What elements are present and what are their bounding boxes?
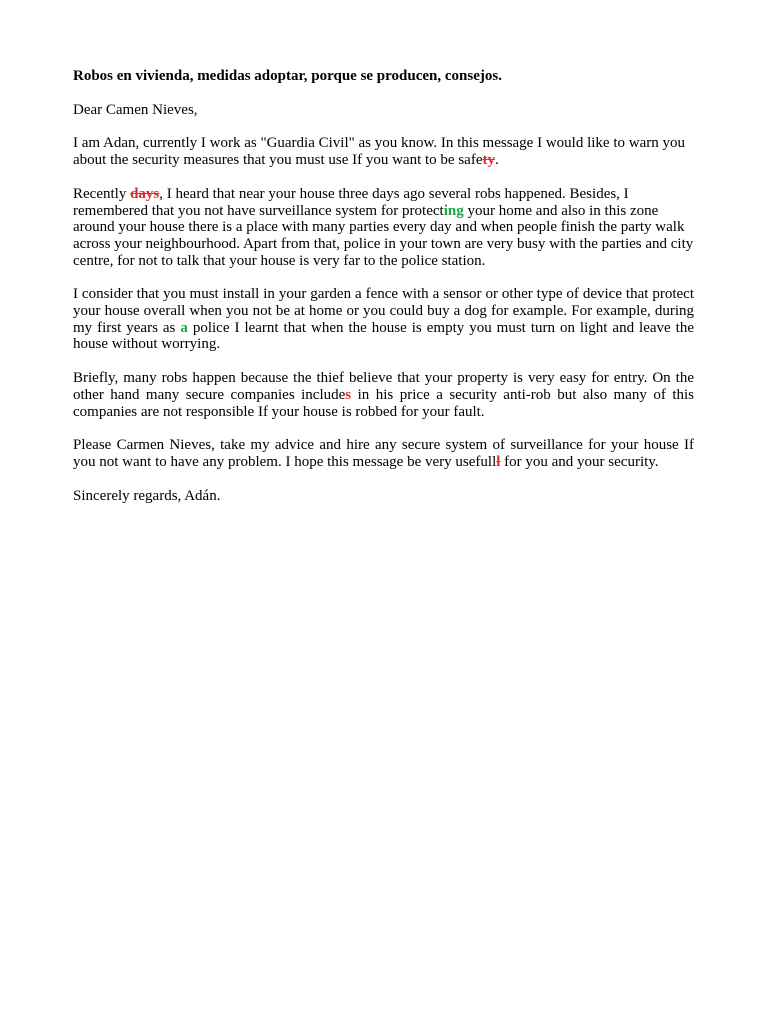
greeting: Dear Camen Nieves, <box>73 101 198 118</box>
p5-deletion: l <box>496 453 501 470</box>
p2-deletion: days <box>130 185 160 202</box>
p3-text-b: police I learnt that when the house is empty you must turn on light and leave the house without worrying. <box>73 319 694 353</box>
p4-text-a: Briefly, many robs happen because the thief believe that your property is very easy for entry. On the other hand many secure companies include <box>73 370 694 403</box>
p2-text-c: your home and also in this zone around your house there is a place with many parties every day and when people finish the party walk across your neighbourhood. Apart from that, police in your town are very busy with the parties and city centre, for not to talk that your house is very far to the police station. <box>73 202 694 269</box>
p4-text-b: in his price a security anti-rob but also many of this companies are not responsible If your house is robbed for your fault. <box>73 386 694 420</box>
p5-text-b: for you and your security. <box>500 453 659 470</box>
p1-text-a: I am Adan, currently I work as "Guardia Civil" as you know. In this message I would like to warn you about the security measures that you must use If you want to be safe <box>73 135 685 169</box>
paragraph-5 <box>73 437 694 470</box>
p2-text-b: , I heard that near your house three days ago several robs happened. Besides, I remembered that you not have surveillance system for protect <box>73 185 629 219</box>
paragraph-2 <box>73 186 694 270</box>
p3-insertion: a <box>180 319 188 336</box>
p2-insertion: ing <box>443 202 464 219</box>
paragraph-1 <box>73 135 694 168</box>
document-title: Robos en vivienda, medidas adoptar, porque se producen, consejos. <box>73 68 502 84</box>
p1-text-b: . <box>494 152 499 169</box>
closing: Sincerely regards, Adán. <box>73 487 221 504</box>
p1-deletion: ty <box>482 152 495 169</box>
p2-text-a: Recently <box>73 185 131 202</box>
document-page <box>73 68 694 521</box>
p4-insertion: s <box>345 386 352 403</box>
p5-text-a: Please Carmen Nieves, take my advice and hire any secure system of surveillance for your house If you not want to have any problem. I hope this message be very usefull <box>73 437 694 470</box>
paragraph-3 <box>73 286 694 353</box>
paragraph-4 <box>73 370 694 420</box>
p3-text-a: I consider that you must install in your garden a fence with a sensor or other type of device that protect your house overall when you not be at home or you could buy a dog for example. For example, during my first years as <box>73 286 694 336</box>
